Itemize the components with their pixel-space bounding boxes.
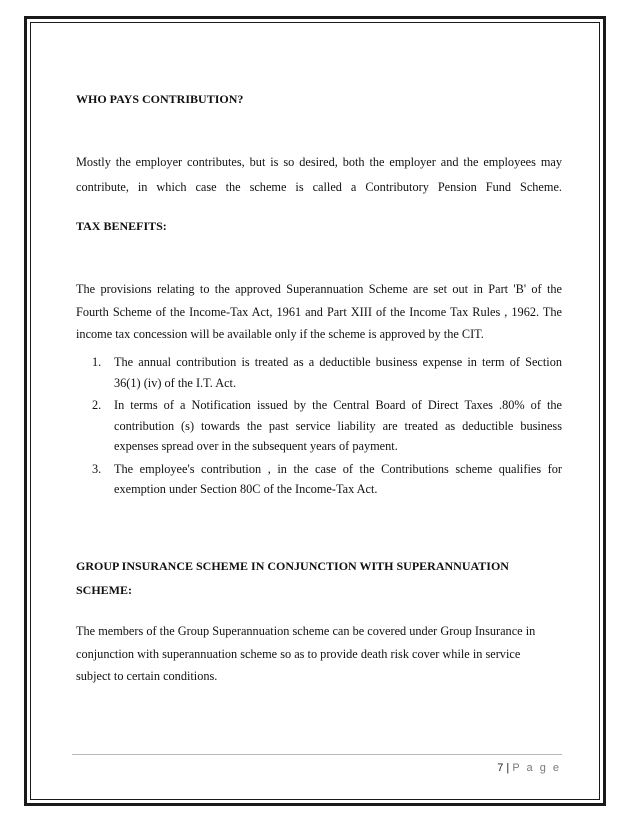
- heading-who-pays: WHO PAYS CONTRIBUTION?: [76, 92, 244, 106]
- footer-divider: [72, 754, 562, 755]
- page-number: 7: [497, 762, 504, 774]
- heading-tax-benefits: TAX BENEFITS:: [76, 219, 167, 233]
- paragraph-group-insurance: The members of the Group Superannuation scheme can be covered under Group Insurance in conjunction with superannuation scheme so as to provide death risk cover while in service subject to certain conditions.: [76, 624, 536, 683]
- list-item-text: The employee's contribution , in the case of the Contributions scheme qualifies for exemption under Section 80C of the Income-Tax Act.: [114, 461, 562, 496]
- paragraph-who-pays: Mostly the employer contributes, but is so desired, both the employer and the employees may contribute, in which case the scheme is called a Contributory Pension Fund Scheme.: [76, 155, 562, 194]
- list-item: [76, 459, 562, 500]
- page-footer: [440, 760, 561, 776]
- list-item-text: In terms of a Notification issued by the Central Board of Direct Taxes .80% of the contribution (s) towards the past service liability are treated as deductible business expenses spread over in the subsequent years of payment.: [114, 398, 562, 453]
- list-item-number: 1.: [92, 355, 102, 369]
- list-item: [76, 352, 562, 393]
- heading-group-insurance: GROUP INSURANCE SCHEME IN CONJUNCTION WITH SUPERANNUATION SCHEME:: [76, 559, 509, 597]
- list-item-number: 2.: [92, 398, 102, 412]
- tax-benefits-list: [76, 352, 562, 502]
- page-label: P a g e: [512, 762, 561, 774]
- list-item: [76, 395, 562, 457]
- paragraph-tax-benefits: The provisions relating to the approved Superannuation Scheme are set out in Part 'B' of the Fourth Scheme of the Income-Tax Act, 1961 and Part XIII of the Income Tax Rules , 1962. The income tax concession will be available only if the scheme is approved by the CIT.: [76, 282, 562, 341]
- list-item-text: The annual contribution is treated as a deductible business expense in term of Section 36(1) (iv) of the I.T. Act.: [114, 355, 562, 390]
- list-item-number: 3.: [92, 461, 102, 476]
- footer-separator: |: [506, 762, 510, 774]
